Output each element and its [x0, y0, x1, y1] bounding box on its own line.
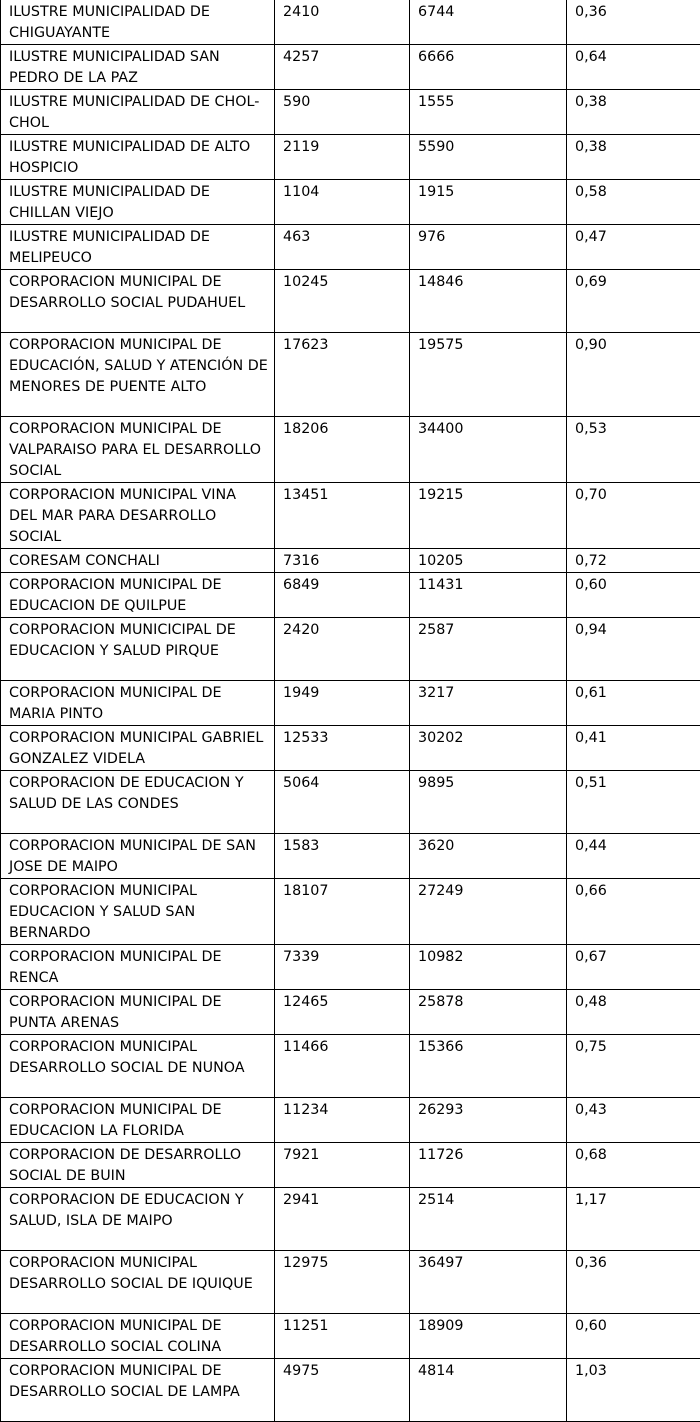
value-b-cell: 30202 — [410, 726, 567, 771]
ratio-cell: 0,90 — [567, 333, 700, 417]
table-row — [1, 1359, 700, 1422]
value-a-cell: 1949 — [275, 681, 410, 726]
value-a-cell: 13451 — [275, 483, 410, 549]
table-row — [1, 879, 700, 945]
value-b-cell: 3620 — [410, 834, 567, 879]
entity-name-cell: CORPORACION MUNICIPAL DESARROLLO SOCIAL DE IQUIQUE — [1, 1251, 275, 1314]
entity-name-cell: CORPORACION MUNICIPAL DESARROLLO SOCIAL DE NUNOA — [1, 1035, 275, 1098]
value-a-cell: 12975 — [275, 1251, 410, 1314]
value-a-cell: 1583 — [275, 834, 410, 879]
table-row — [1, 270, 700, 333]
value-a-cell: 10245 — [275, 270, 410, 333]
ratio-cell: 0,75 — [567, 1035, 700, 1098]
value-b-cell: 1915 — [410, 180, 567, 225]
value-a-cell: 12465 — [275, 990, 410, 1035]
value-b-cell: 34400 — [410, 417, 567, 483]
ratio-cell: 0,70 — [567, 483, 700, 549]
value-b-cell: 25878 — [410, 990, 567, 1035]
ratio-cell: 0,60 — [567, 1314, 700, 1359]
value-a-cell: 5064 — [275, 771, 410, 834]
value-a-cell: 18107 — [275, 879, 410, 945]
ratio-cell: 1,17 — [567, 1188, 700, 1251]
value-b-cell: 976 — [410, 225, 567, 270]
value-a-cell: 12533 — [275, 726, 410, 771]
ratio-cell: 0,58 — [567, 180, 700, 225]
value-b-cell: 1555 — [410, 90, 567, 135]
table-row — [1, 990, 700, 1035]
value-a-cell: 590 — [275, 90, 410, 135]
value-a-cell: 6849 — [275, 573, 410, 618]
table-body — [1, 0, 700, 1422]
ratio-cell: 0,38 — [567, 135, 700, 180]
ratio-cell: 0,69 — [567, 270, 700, 333]
ratio-cell: 0,43 — [567, 1098, 700, 1143]
value-a-cell: 7316 — [275, 549, 410, 573]
entity-name-cell: ILUSTRE MUNICIPALIDAD DE MELIPEUCO — [1, 225, 275, 270]
value-b-cell: 27249 — [410, 879, 567, 945]
table-row — [1, 726, 700, 771]
entity-name-cell: ILUSTRE MUNICIPALIDAD DE ALTO HOSPICIO — [1, 135, 275, 180]
entity-name-cell: CORPORACION DE DESARROLLO SOCIAL DE BUIN — [1, 1143, 275, 1188]
value-b-cell: 6744 — [410, 0, 567, 45]
ratio-cell: 0,53 — [567, 417, 700, 483]
ratio-cell: 0,60 — [567, 573, 700, 618]
value-b-cell: 4814 — [410, 1359, 567, 1422]
entity-name-cell: CORESAM CONCHALI — [1, 549, 275, 573]
value-b-cell: 11726 — [410, 1143, 567, 1188]
table-row — [1, 1314, 700, 1359]
entity-name-cell: ILUSTRE MUNICIPALIDAD DE CHOL-CHOL — [1, 90, 275, 135]
value-a-cell: 2420 — [275, 618, 410, 681]
value-b-cell: 5590 — [410, 135, 567, 180]
table-row — [1, 681, 700, 726]
table-row — [1, 1035, 700, 1098]
table-row — [1, 90, 700, 135]
table-row — [1, 225, 700, 270]
ratio-cell: 0,44 — [567, 834, 700, 879]
table-row — [1, 0, 700, 45]
value-b-cell: 3217 — [410, 681, 567, 726]
entity-name-cell: ILUSTRE MUNICIPALIDAD SAN PEDRO DE LA PAZ — [1, 45, 275, 90]
value-a-cell: 18206 — [275, 417, 410, 483]
entity-name-cell: CORPORACION MUNICIPAL DE DESARROLLO SOCIAL DE LAMPA — [1, 1359, 275, 1422]
ratio-cell: 0,61 — [567, 681, 700, 726]
value-a-cell: 17623 — [275, 333, 410, 417]
entity-name-cell: CORPORACION MUNICIPAL DE EDUCACION DE QUILPUE — [1, 573, 275, 618]
value-b-cell: 10205 — [410, 549, 567, 573]
table-row — [1, 1143, 700, 1188]
value-a-cell: 11234 — [275, 1098, 410, 1143]
value-b-cell: 9895 — [410, 771, 567, 834]
table-row — [1, 180, 700, 225]
value-a-cell: 2119 — [275, 135, 410, 180]
entity-name-cell: ILUSTRE MUNICIPALIDAD DE CHILLAN VIEJO — [1, 180, 275, 225]
entity-name-cell: CORPORACION MUNICIPAL VINA DEL MAR PARA DESARROLLO SOCIAL — [1, 483, 275, 549]
value-a-cell: 2410 — [275, 0, 410, 45]
ratio-cell: 0,68 — [567, 1143, 700, 1188]
value-b-cell: 10982 — [410, 945, 567, 990]
table-row — [1, 417, 700, 483]
value-a-cell: 7339 — [275, 945, 410, 990]
table-row — [1, 1188, 700, 1251]
table-row — [1, 333, 700, 417]
ratio-cell: 1,03 — [567, 1359, 700, 1422]
ratio-cell: 0,66 — [567, 879, 700, 945]
entity-name-cell: CORPORACION MUNICIPAL DE EDUCACIÓN, SALUD Y ATENCIÓN DE MENORES DE PUENTE ALTO — [1, 333, 275, 417]
value-b-cell: 18909 — [410, 1314, 567, 1359]
entity-name-cell: CORPORACION DE EDUCACION Y SALUD DE LAS CONDES — [1, 771, 275, 834]
entity-name-cell: CORPORACION MUNICIPAL GABRIEL GONZALEZ VIDELA — [1, 726, 275, 771]
value-a-cell: 11251 — [275, 1314, 410, 1359]
ratio-cell: 0,72 — [567, 549, 700, 573]
value-b-cell: 26293 — [410, 1098, 567, 1143]
value-b-cell: 14846 — [410, 270, 567, 333]
entity-name-cell: CORPORACION DE EDUCACION Y SALUD, ISLA DE MAIPO — [1, 1188, 275, 1251]
value-b-cell: 2587 — [410, 618, 567, 681]
entity-name-cell: CORPORACION MUNICIPAL DE EDUCACION LA FLORIDA — [1, 1098, 275, 1143]
ratio-cell: 0,47 — [567, 225, 700, 270]
value-a-cell: 2941 — [275, 1188, 410, 1251]
entity-name-cell: CORPORACION MUNICIPAL DE RENCA — [1, 945, 275, 990]
ratio-cell: 0,94 — [567, 618, 700, 681]
ratio-cell: 0,51 — [567, 771, 700, 834]
value-a-cell: 463 — [275, 225, 410, 270]
entity-name-cell: CORPORACION MUNICICIPAL DE EDUCACION Y SALUD PIRQUE — [1, 618, 275, 681]
value-a-cell: 4975 — [275, 1359, 410, 1422]
entity-name-cell: CORPORACION MUNICIPAL DE PUNTA ARENAS — [1, 990, 275, 1035]
value-b-cell: 15366 — [410, 1035, 567, 1098]
value-a-cell: 11466 — [275, 1035, 410, 1098]
table-row — [1, 618, 700, 681]
table-row — [1, 549, 700, 573]
table-row — [1, 945, 700, 990]
value-b-cell: 11431 — [410, 573, 567, 618]
value-a-cell: 4257 — [275, 45, 410, 90]
value-b-cell: 19575 — [410, 333, 567, 417]
entity-name-cell: CORPORACION MUNICIPAL EDUCACION Y SALUD SAN BERNARDO — [1, 879, 275, 945]
ratio-cell: 0,67 — [567, 945, 700, 990]
ratio-cell: 0,36 — [567, 1251, 700, 1314]
entity-name-cell: CORPORACION MUNICIPAL DE SAN JOSE DE MAIPO — [1, 834, 275, 879]
table-row — [1, 45, 700, 90]
table-row — [1, 483, 700, 549]
value-a-cell: 7921 — [275, 1143, 410, 1188]
entity-name-cell: CORPORACION MUNICIPAL DE DESARROLLO SOCIAL COLINA — [1, 1314, 275, 1359]
table-row — [1, 771, 700, 834]
value-b-cell: 6666 — [410, 45, 567, 90]
table-row — [1, 573, 700, 618]
value-b-cell: 2514 — [410, 1188, 567, 1251]
ratio-cell: 0,38 — [567, 90, 700, 135]
entity-name-cell: CORPORACION MUNICIPAL DE VALPARAISO PARA EL DESARROLLO SOCIAL — [1, 417, 275, 483]
value-a-cell: 1104 — [275, 180, 410, 225]
entity-name-cell: CORPORACION MUNICIPAL DE DESARROLLO SOCIAL PUDAHUEL — [1, 270, 275, 333]
entity-name-cell: ILUSTRE MUNICIPALIDAD DE CHIGUAYANTE — [1, 0, 275, 45]
table-row — [1, 135, 700, 180]
entity-name-cell: CORPORACION MUNICIPAL DE MARIA PINTO — [1, 681, 275, 726]
ratio-cell: 0,41 — [567, 726, 700, 771]
table-row — [1, 1098, 700, 1143]
ratio-cell: 0,36 — [567, 0, 700, 45]
table-row — [1, 834, 700, 879]
ratio-cell: 0,64 — [567, 45, 700, 90]
value-b-cell: 19215 — [410, 483, 567, 549]
value-b-cell: 36497 — [410, 1251, 567, 1314]
table-row — [1, 1251, 700, 1314]
ratio-cell: 0,48 — [567, 990, 700, 1035]
